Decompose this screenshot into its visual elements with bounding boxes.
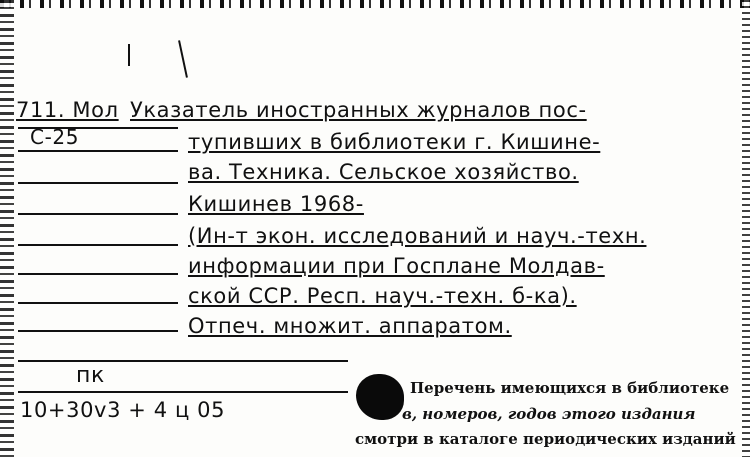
pencil-mark (178, 40, 188, 78)
entry-line: тупивших в библиотеки г. Кишине- (188, 130, 601, 154)
rule-line (18, 213, 178, 215)
pencil-mark (128, 44, 130, 66)
rule-line (18, 244, 178, 246)
card-right-edge (742, 0, 750, 457)
entry-line: Отпеч. множит. аппаратом. (188, 314, 512, 338)
rule-line (18, 150, 178, 152)
stamp-line: смотри в каталоге периодических изданий (355, 430, 736, 448)
entry-line: (Ин-т экон. исследований и науч.-техн. (188, 224, 647, 248)
holdings-note: 10+30v3 + 4 ц 05 (20, 398, 226, 422)
rule-line (18, 330, 178, 332)
entry-line: ва. Техника. Сельское хозяйство. (188, 160, 579, 184)
shelfmark: 711. Мол (16, 98, 119, 122)
stamp-line: Перечень имеющихся в библиотеке (410, 379, 730, 397)
rule-line (18, 360, 348, 362)
stamp-line: в, номеров, годов этого издания (402, 405, 696, 423)
ink-blot (356, 374, 404, 420)
rule-line (18, 391, 348, 393)
card-left-edge (0, 0, 14, 457)
entry-line: Кишинев 1968- (188, 192, 364, 216)
entry-line: ской ССР. Респ. науч.-техн. б-ка). (188, 284, 577, 308)
entry-line: информации при Госплане Молдав- (188, 254, 605, 278)
rule-line (18, 273, 178, 275)
entry-line: Указатель иностранных журналов пос- (130, 98, 587, 122)
rule-line (18, 182, 178, 184)
card-top-edge (0, 0, 750, 8)
rule-line (18, 302, 178, 304)
pk-mark: пк (76, 363, 105, 388)
call-number: С-25 (30, 125, 80, 149)
